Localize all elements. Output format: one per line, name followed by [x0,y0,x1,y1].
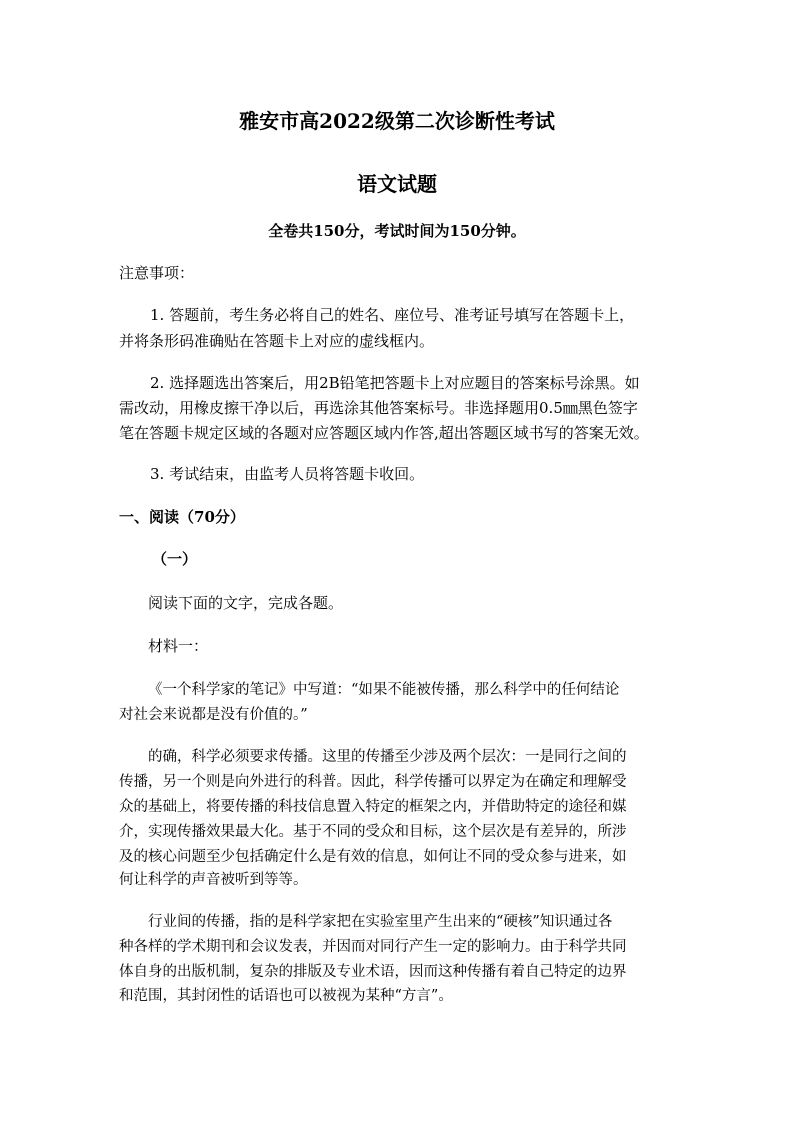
notice-2-line-1: 2. 选择题选出答案后，用2B铅笔把答题卡上对应题目的答案标号涂黑。如 [150,374,640,392]
para-3-line-3: 体自身的出版机制，复杂的排版及专业术语，因而这种传播有着自己特定的边界 [119,964,627,980]
para-1-line-2: 对社会来说都是没有价值的。” [119,707,308,723]
part-heading-1: （一） [152,550,198,568]
para-2-line-2: 传播，另一个则是向外进行的科普。因此，科学传播可以界定为在确定和理解受 [119,774,627,790]
notice-2-line-3: 笔在答题卡规定区域的各题对应答题区域内作答,超出答题区域书写的答案无效。 [119,424,649,442]
notice-3: 3. 考试结束，由监考人员将答题卡收回。 [150,465,425,483]
section-heading-reading: 一、阅读（70分） [119,508,245,526]
para-1-line-1: 《一个科学家的笔记》中写道：“如果不能被传播，那么科学中的任何结论 [148,682,620,698]
para-3-line-2: 种各样的学术期刊和会议发表，并因而对同行产生一定的影响力。由于科学共同 [119,939,627,955]
reading-instruction: 阅读下面的文字，完成各题。 [148,594,344,612]
notice-1-line-2: 并将条形码准确贴在答题卡上对应的虚线框内。 [119,332,435,350]
para-2-line-4: 介，实现传播效果最大化。基于不同的受众和目标，这个层次是有差异的，所涉 [119,824,627,840]
para-2-line-3: 众的基础上，将要传播的科技信息置入特定的框架之内，并借助特定的途径和媒 [119,799,627,815]
para-3-line-1: 行业间的传播，指的是科学家把在实验室里产生出来的“硬核”知识通过各 [148,914,613,930]
paper-subtitle: 语文试题 [357,172,437,196]
notice-heading: 注意事项： [119,264,195,282]
para-3-line-4: 和范围，其封闭性的话语也可以被视为某种“方言”。 [119,988,453,1004]
para-2-line-5: 及的核心问题至少包括确定什么是有效的信息，如何让不同的受众参与进来，如 [119,849,627,865]
exam-info: 全卷共150分，考试时间为150分钟。 [268,222,526,240]
para-2-line-1: 的确，科学必须要求传播。这里的传播至少涉及两个层次：一是同行之间的 [148,749,627,765]
exam-title: 雅安市高2022级第二次诊断性考试 [239,109,555,133]
para-2-line-6: 何让科学的声音被听到等等。 [119,872,308,888]
material-label: 材料一： [148,637,209,655]
notice-1-line-1: 1. 答题前，考生务必将自己的姓名、座位号、准考证号填写在答题卡上， [150,306,635,324]
notice-2-line-2: 需改动，用橡皮擦干净以后，再选涂其他答案标号。非选择题用0.5㎜黑色签字 [119,399,638,417]
